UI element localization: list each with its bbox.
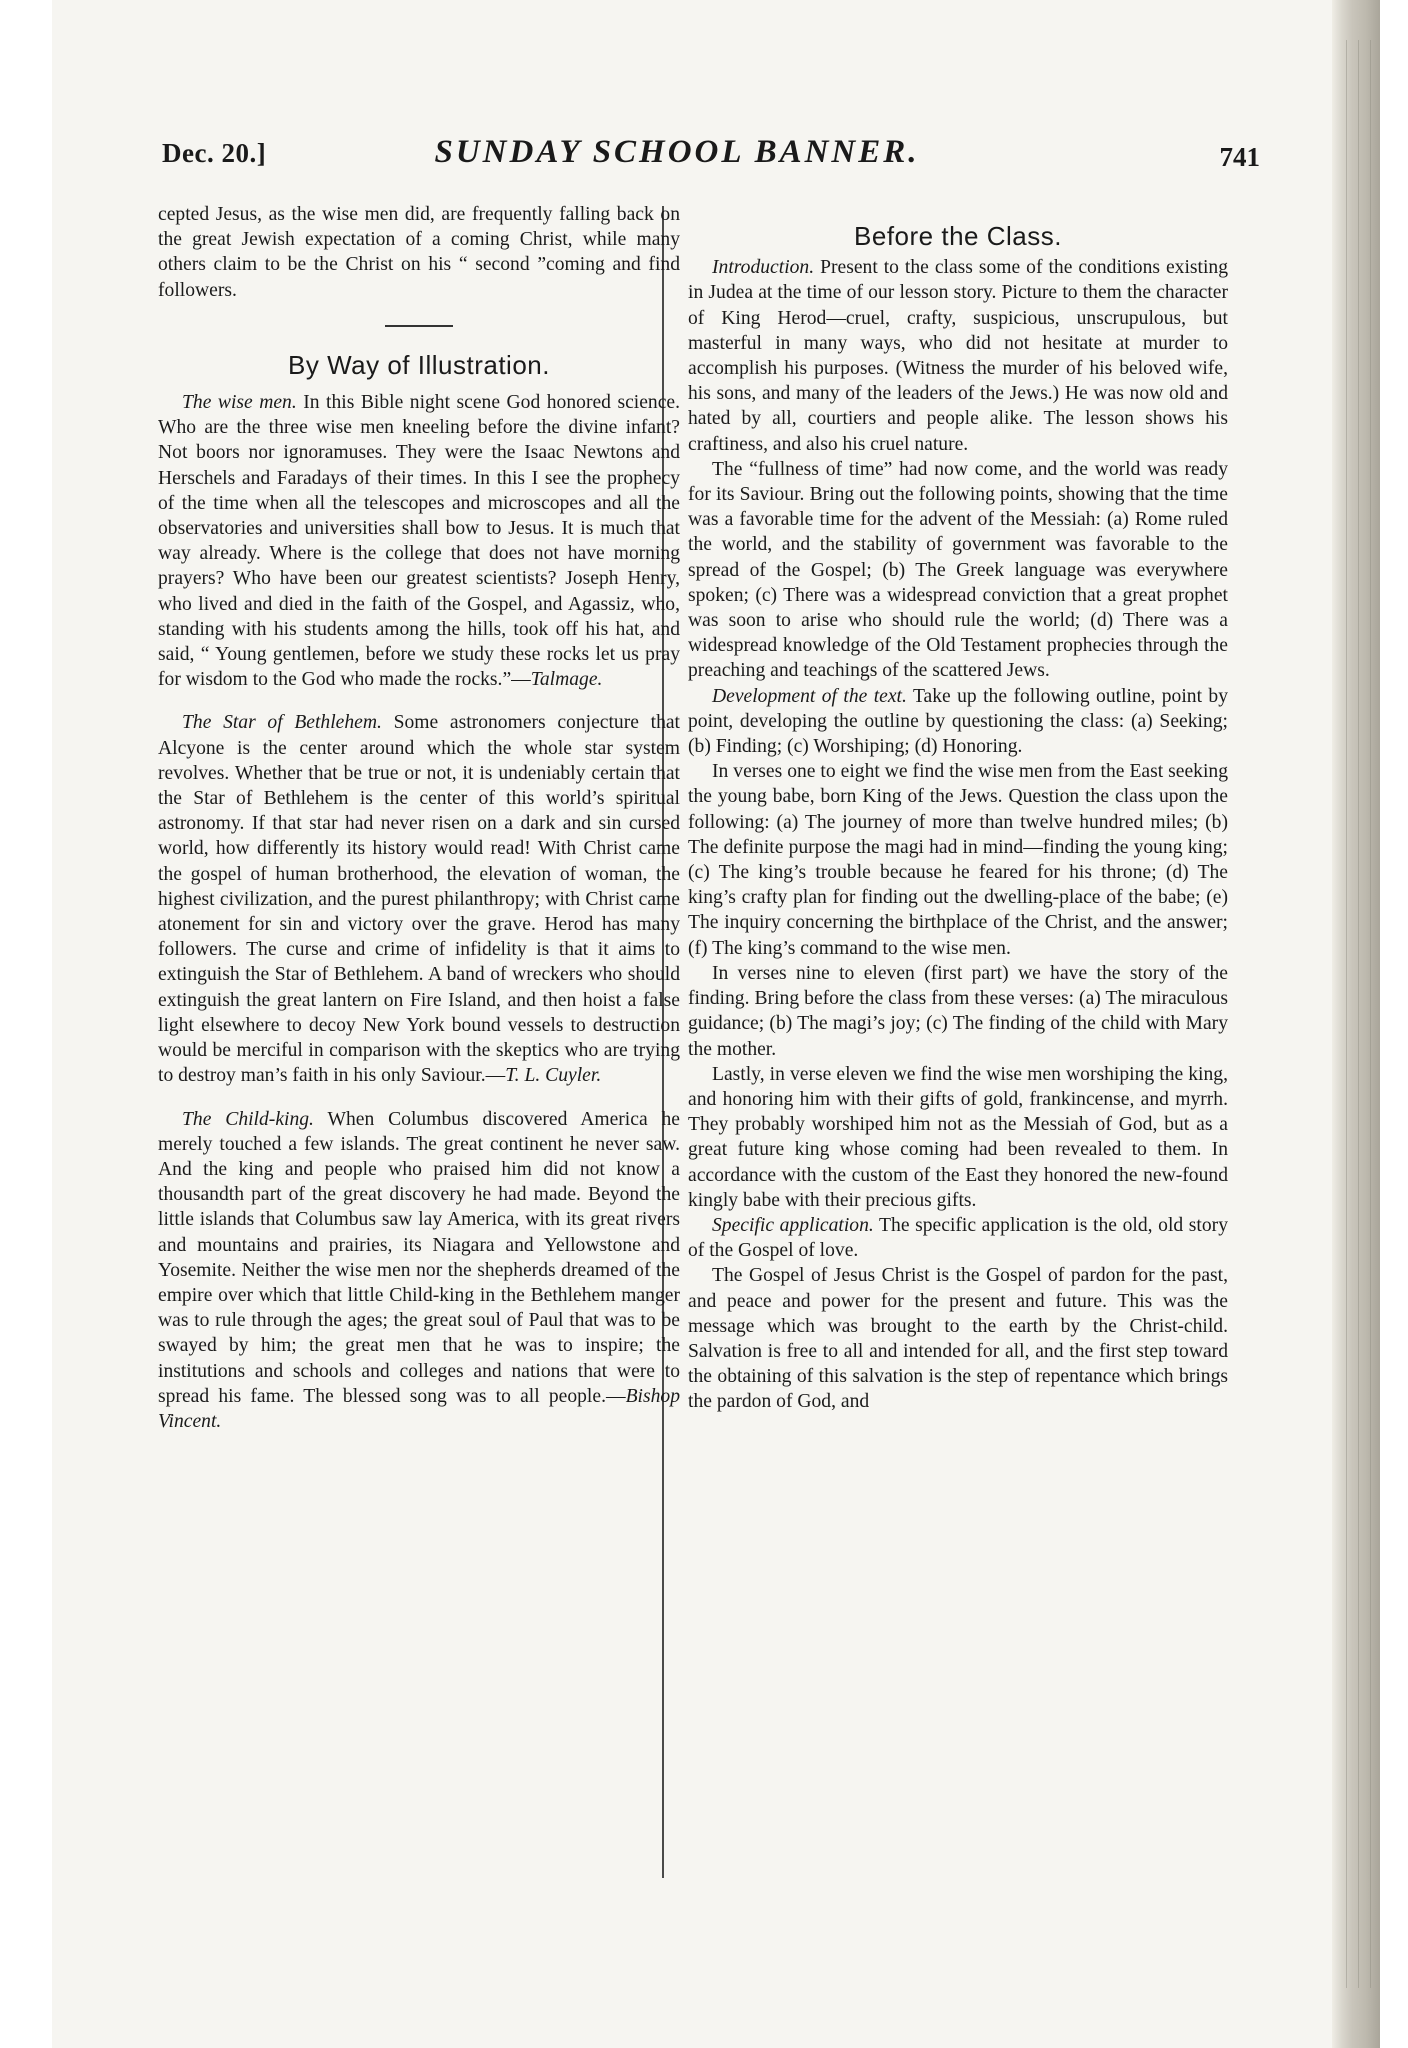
paragraph-lead: Development of the text. — [712, 685, 907, 707]
paragraph-verses-nine-eleven: In verses nine to eleven (first part) we have the story of the finding. Bring before the class from these verses: (a) The miraculous guidance; (b) The magi’s joy; (c) The finding of the child with Mary the mother. — [688, 962, 1228, 1060]
running-header — [112, 128, 1260, 188]
paragraph-fullness-of-time: The “fullness of time” had now come, and the world was ready for its Saviour. Bring out the following points, showing that the time was a favorable time for the advent of the Messiah: (a) Rome ruled the world, and the stability of government was favorable to the spread of the Gospel; (b) The Greek language was everywhere spoken; (c) There was a widespread conviction that a great prophet was soon to arise who should rule the world; (d) There was a widespread knowledge of the Old Testament prophecies through the preaching and teachings of the scattered Jews. — [688, 458, 1228, 682]
page-number: 741 — [1219, 142, 1260, 172]
paragraph-lead: The wise men. — [182, 392, 297, 414]
paragraph-body: Take up the following outline, point by point, developing the outline by questioning the class: (a) Seeking; (b) Finding; (c) Worshiping; (d) Honoring. — [688, 685, 1229, 758]
book-page-edge — [1332, 0, 1380, 2048]
quote-author: Bishop Vincent. — [158, 1385, 680, 1432]
paragraph-gospel: The Gospel of Jesus Christ is the Gospel of pardon for the past, and peace and power for the present and future. This was the message which was brought to the earth by the Christ-child. Salvation is free to all and intended for all, and the first step toward the obtaining of this salvation is the step of repentance which brings the pardon of God, and — [688, 1265, 1228, 1413]
quote-author: T. L. Cuyler. — [505, 1065, 602, 1087]
paragraph-wise-men — [158, 390, 680, 692]
paragraph-lead: The Star of Bethlehem. — [182, 712, 382, 734]
continued-paragraph: cepted Jesus, as the wise men did, are frequently falling back on the great Jewish expectation of a coming Christ, while many others claim to be the Christ on his “ second ”coming and find followers. — [158, 204, 680, 301]
paragraph-development — [688, 684, 1228, 760]
paragraph-body: The specific application is the old, old story of the Gospel of love. — [688, 1214, 1228, 1262]
right-column — [688, 202, 1228, 1415]
paragraph-star-of-bethlehem — [158, 710, 680, 1088]
paragraph-body: When Columbus discovered America he merely touched a few islands. The great continent he never saw. And the king and people who praised him did not know a thousandth part of the great discovery he had made. Beyond the little islands that Columbus saw lay America, with its great rivers and mountains and prairies, its Niagara and Yellowstone and Yosemite. Neither the wise men nor the shepherds dreamed of the empire over which that little Child-king in the Bethlehem manger was to rule through the ages; the great soul of Paul that was to be swayed by him; the great men that he was to inspire; the institutions and schools and colleges and nations that were to spread his fame. The blessed song was to all people.— — [158, 1108, 680, 1407]
paragraph-body: Some astronomers conjecture that Alcyone is the center around which the whole star system revolves. Whether that be true or not, it is undeniably certain that the Star of Bethlehem is the center of this world’s spiritual astronomy. If that star had never risen on a dark and sin cursed world, how differently its history would read! With Christ came the gospel of human brotherhood, the elevation of woman, the highest civilization, and the purest philanthropy; with Christ came atonement for sin and victory over the grave. Herod has many followers. The curse and crime of infidelity is that it aims to extinguish the Star of Bethlehem. A band of wreckers who should extinguish the great lantern on Fire Island, and then hoist a false light elsewhere to decoy New York bound vessels to destruction would be merciful in comparison with the skeptics who are trying to destroy man’s faith in his only Saviour.— — [158, 712, 681, 1087]
paragraph-verses-one-eight: In verses one to eight we find the wise men from the East seeking the young babe, born King of the Jews. Question the class upon the following: (a) The journey of more than twelve hundred miles; (b) The definite purpose the magi had in mind—finding the young king; (c) The king’s trouble because he feared for his throne; (d) The king’s crafty plan for finding out the dwelling-place of the babe; (e) The inquiry concerning the birthplace of the Christ, and the answer; (f) The king’s command to the wise men. — [688, 761, 1228, 959]
section-heading-illustration: By Way of Illustration. — [288, 349, 550, 380]
header-date: Dec. 20.] — [162, 138, 267, 168]
paragraph-lead: Introduction. — [712, 257, 815, 279]
paragraph-lastly: Lastly, in verse eleven we find the wise men worshiping the king, and honoring him with their gifts of gold, frankincense, and myrrh. They probably worshiped him not as the Messiah of God, but as a great future king whose coming had been revealed to them. In accordance with the custom of the East they honored the new-found kingly babe with their precious gifts. — [688, 1063, 1228, 1211]
paragraph-lead: Specific application. — [712, 1214, 874, 1236]
paragraph-introduction — [688, 255, 1228, 457]
section-heading-before-class: Before the Class. — [854, 221, 1062, 251]
paragraph-body: In this Bible night scene God honored science. Who are the three wise men kneeling before the divine infant? Not boors nor ignoramuses. They were the Isaac Newtons and Herschels and Faradays of their times. In this I see the prophecy of the time when all the telescopes and microscopes and all the observatories and universities shall bow to Jesus. It is much that way already. Where is the college that does not have morning prayers? Who have been our greatest scientists? Joseph Henry, who lived and died in the faith of the Gospel, and Agassiz, who, standing with his students among the hills, took off his hat, and said, “ Young gentlemen, before we study these rocks let us pray for wisdom to the God who made the rocks.”— — [158, 392, 680, 691]
paragraph-specific-application — [688, 1213, 1228, 1263]
section-divider — [385, 325, 453, 327]
left-column — [158, 202, 680, 1434]
quote-author: Talmage. — [530, 669, 603, 691]
header-title: SUNDAY SCHOOL BANNER. — [434, 134, 920, 170]
paragraph-body: Present to the class some of the conditions existing in Judea at the time of our lesson story. Picture to them the character of King Herod—cruel, crafty, suspicious, unscrupulous, but masterful in many ways, who did not hesitate at murder to accomplish his purposes. (Witness the murder of his beloved wife, his sons, and many of the leaders of the Jews.) He was now old and hated by all, courtiers and people alike. The lesson shows his craftiness, and also his cruel nature. — [688, 257, 1228, 455]
paragraph-lead: The Child-king. — [182, 1108, 314, 1130]
paragraph-child-king — [158, 1107, 680, 1435]
